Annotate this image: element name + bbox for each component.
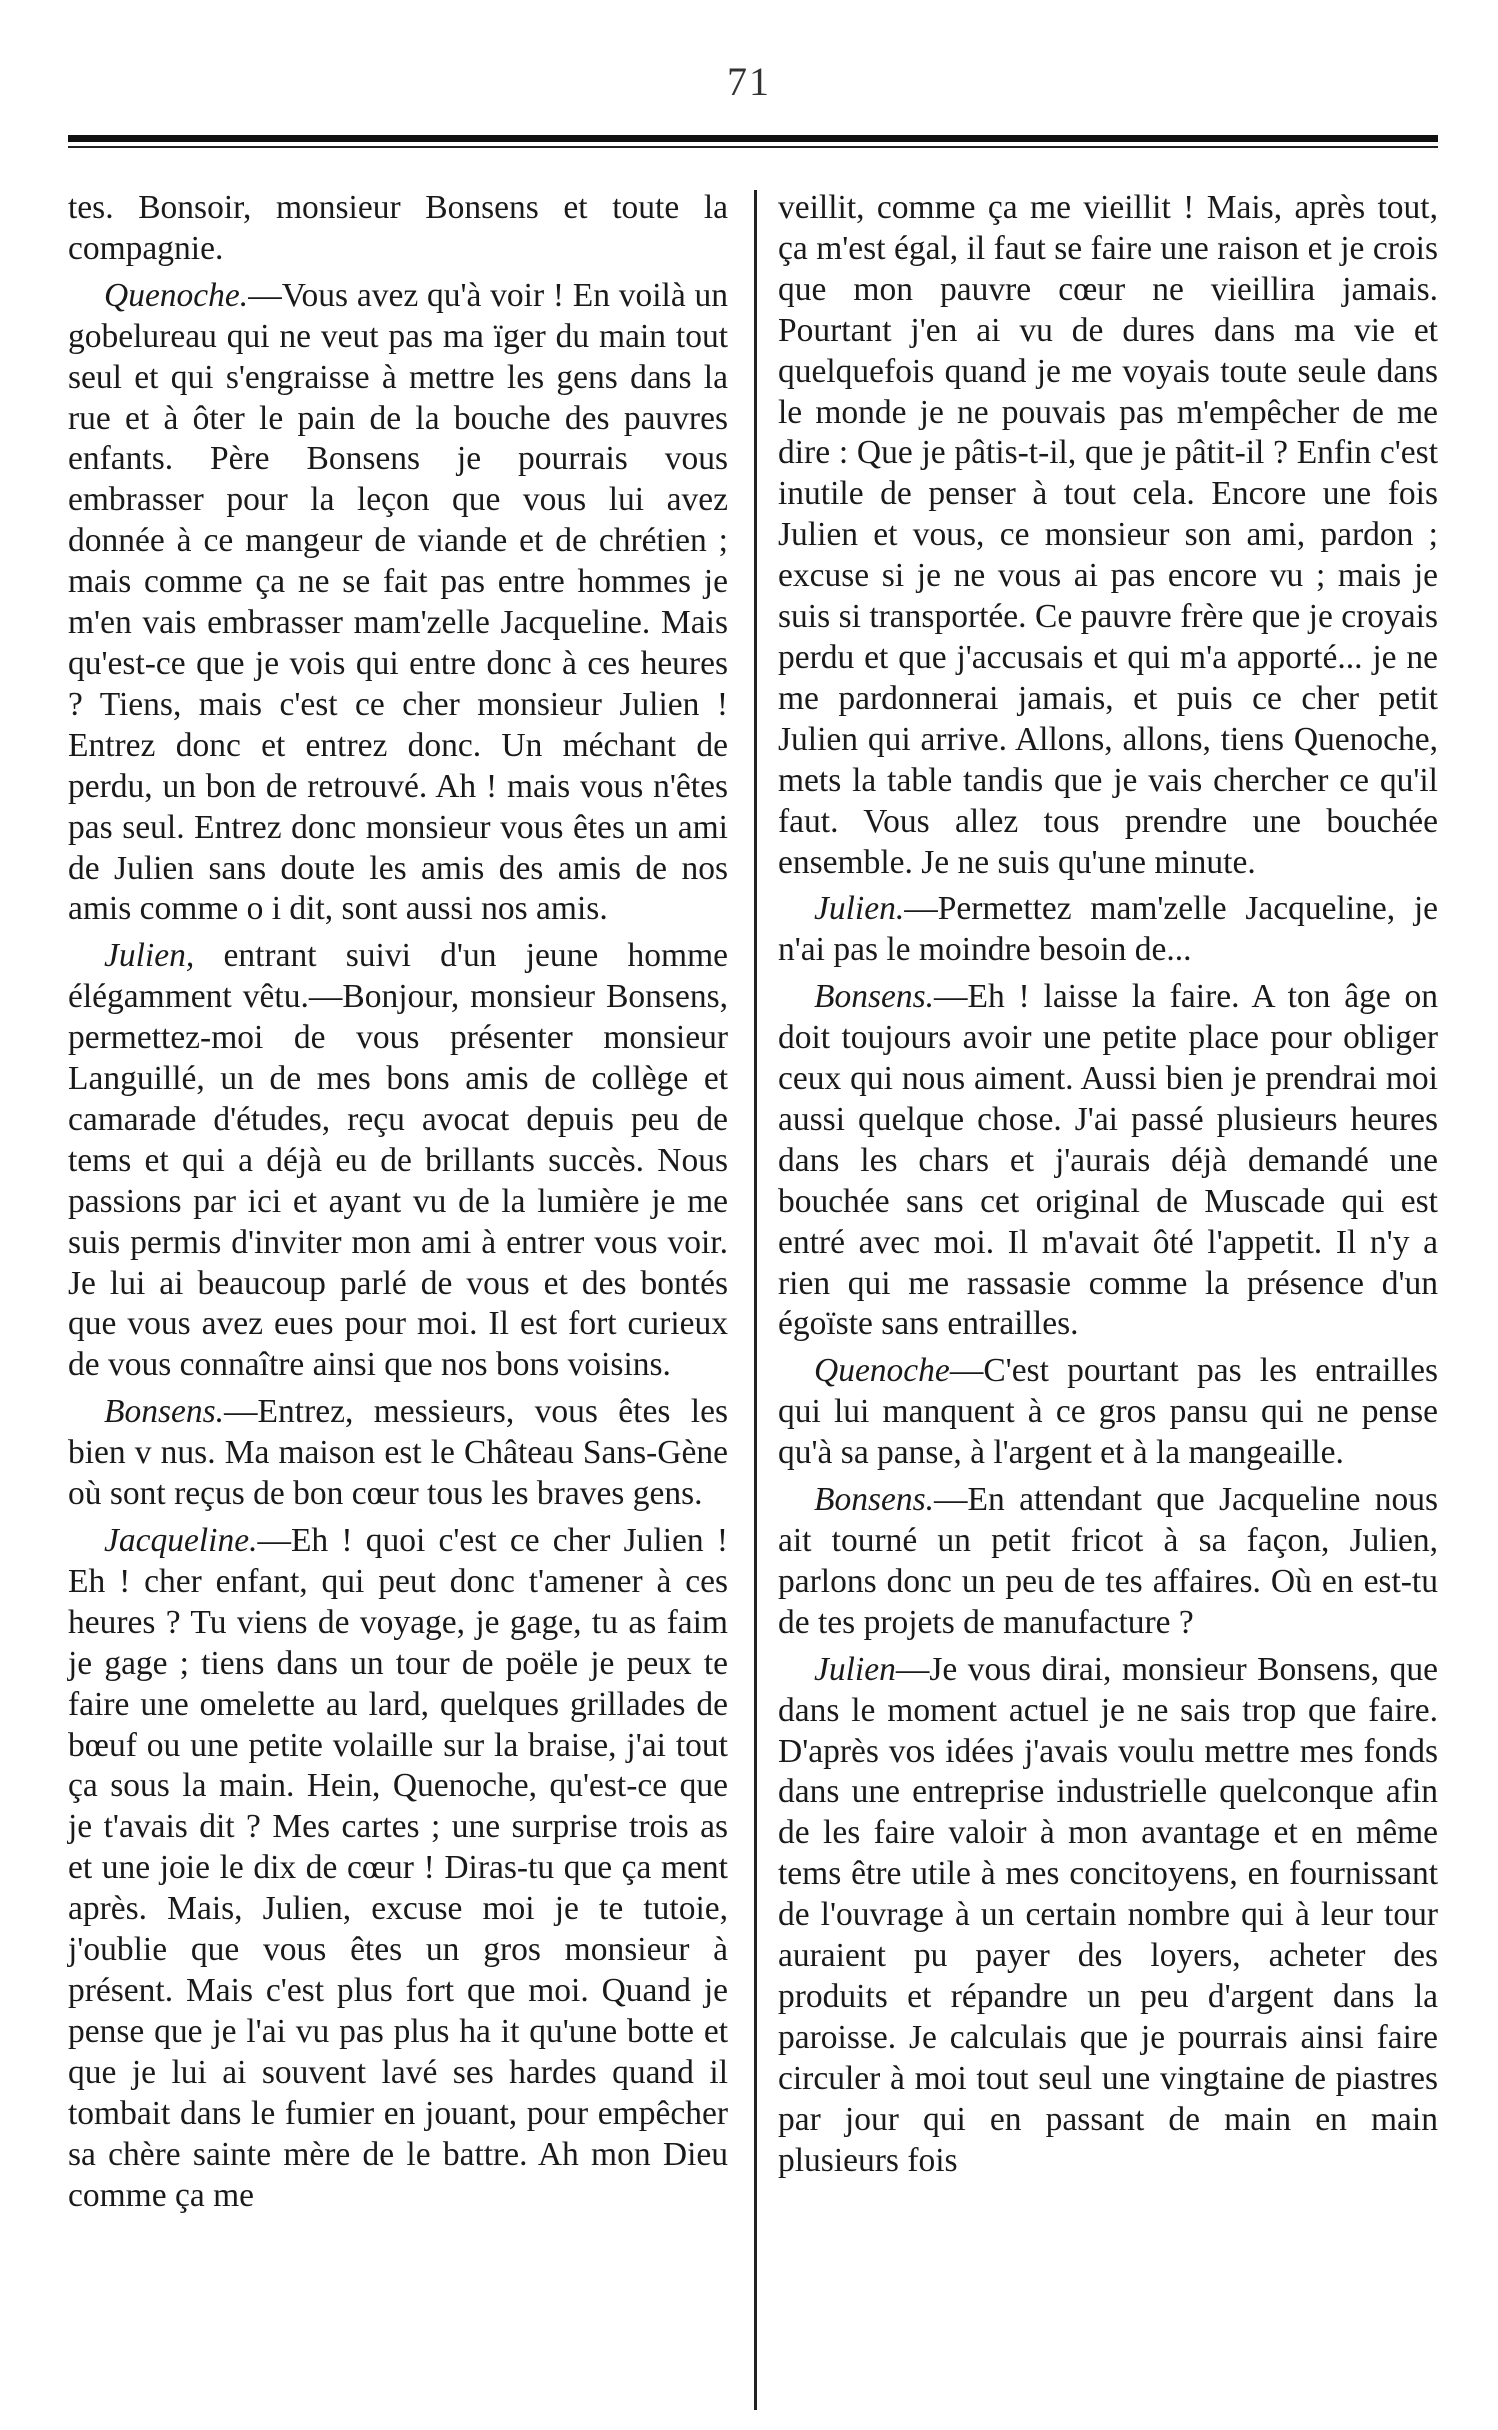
paragraph [778, 1650, 1438, 2182]
paragraph [778, 188, 1438, 883]
paragraph-text: —Je vous dirai, monsieur Bonsens, que dans le moment actuel je ne sais trop que faire. D'après vos idées j'avais voulu mettre mes fonds dans une entreprise industrielle quelconque afin de les faire valoir à mon avantage et en même tems être utile à mes concitoyens, en fournissant de l'ouvrage à un certain nombre qui à leur tour auraient pu payer des loyers, acheter des produits et répandre un peu d'argent dans la paroisse. Je calculais que je pourrais ainsi faire circuler à moi tout seul une vingtaine de piastres par jour qui en passant de main en main plusieurs fois [778, 1650, 1438, 2179]
speaker-name: Quenoche [814, 1352, 950, 1390]
paragraph-text: —Vous avez qu'à voir ! En voilà un gobelureau qui ne veut pas ma ïger du main tout seul et qui s'engraisse à mettre les gens dans la rue et à ôter le pain de la bouche des pauvres enfants. Père Bonsens je pourrais vous embrasser pour la leçon que vous lui avez donnée à ce mangeur de viande et de chrétien ; mais comme ça ne se fait pas entre hommes je m'en vais embrasser mam'zelle Jacqueline. Mais qu'est-ce que je vois qui entre donc à ces heures ? Tiens, mais c'est ce cher monsieur Julien ! Entrez donc et entrez donc. Un méchant de perdu, un bon de retrouvé. Ah ! mais vous n'êtes pas seul. Entrez donc monsieur vous êtes un ami de Julien sans doute les amis des amis de nos amis comme o i dit, sont aussi nos amis. [68, 276, 728, 928]
paragraph-text: veillit, comme ça me vieillit ! Mais, après tout, ça m'est égal, il faut se faire une raison et je crois que mon pauvre cœur ne vieillira jamais. Pourtant j'en ai vu de dures dans ma vie et quelquefois quand je me voyais toute seule dans le monde je ne pouvais pas m'empêcher de me dire : Que je pâtis-t-il, que je pâtit-il ? Enfin c'est inutile de penser à tout cela. Encore une fois Julien et vous, ce monsieur son ami, pardon ; excuse si je ne vous ai pas encore vu ; mais je suis si transportée. Ce pauvre frère que je croyais perdu et que j'accusais et qui m'a apporté... je ne me pardonnerai jamais, et puis ce cher petit Julien qui arrive. Allons, allons, tiens Quenoche, mets la table tandis que je vais chercher ce qu'il faut. Vous allez tous prendre une bouchée ensemble. Je ne suis qu'une minute. [778, 189, 1438, 881]
paragraph-text: entrant suivi d'un jeune homme élégamment vêtu.—Bonjour, monsieur Bonsens, permettez-moi de vous présenter monsieur Languillé, un de mes bons amis de collège et camarade d'études, reçu avocat depuis peu de tems et qui a déjà eu de brillants succès. Nous passions par ici et ayant vu de la lumière je me suis permis d'inviter mon ami à entrer vous voir. Je lui ai beaucoup parlé de vous et des bontés que vous avez eues pour moi. Il est fort curieux de vous connaître ainsi que nos bons voisins. [68, 937, 728, 1384]
speaker-name: Quenoche. [104, 276, 249, 314]
speaker-name: Bonsens. [814, 978, 935, 1016]
header-rule-thin [68, 146, 1438, 148]
paragraph [778, 1351, 1438, 1474]
speaker-name: Julien, [104, 937, 195, 975]
paragraph [68, 1521, 728, 2216]
paragraph [778, 889, 1438, 971]
paragraph-text: —Permettez mam'zelle Jacqueline, je n'ai pas le moindre besoin de... [778, 890, 1438, 969]
page-number: 71 [727, 59, 771, 104]
speaker-name: Bonsens. [814, 1481, 935, 1519]
paragraph-text: —Entrez, messieurs, vous êtes les bien v nus. Ma maison est le Château Sans-Gène où sont reçus de bon cœur tous les braves gens. [68, 1393, 728, 1513]
header-rule-thick [68, 135, 1438, 142]
paragraph [68, 936, 728, 1386]
speaker-name: Jacqueline. [104, 1522, 258, 1559]
paragraph-text: —En attendant que Jacqueline nous ait tourné un petit fricot à sa façon, Julien, parlons donc un peu de tes affaires. Où en est-tu de tes projets de manufacture ? [778, 1481, 1438, 1641]
paragraph [68, 188, 728, 270]
speaker-name: Julien [814, 1650, 896, 1688]
paragraph-text: —C'est pourtant pas les entrailles qui lui manquent à ce gros pansu qui ne pense qu'à sa panse, à l'argent et à la mangeaille. [778, 1352, 1438, 1472]
speaker-name: Julien. [814, 890, 905, 928]
speaker-name: Bonsens. [104, 1393, 225, 1431]
paragraph [68, 276, 728, 931]
column-divider [754, 190, 757, 2410]
right-column [778, 188, 1438, 2182]
paragraph-text: —Eh ! quoi c'est ce cher Julien ! Eh ! cher enfant, qui peut donc t'amener à ces heures ? Tu viens de voyage, je gage, tu as faim je gage ; tiens dans un tour de poële je peux te faire une omelette au lard, quelques grillades de bœuf ou une petite volaille sur la braise, j'ai tout ça sous la main. Hein, Quenoche, qu'est-ce que je t'avais dit ? Mes cartes ; une surprise trois as et une joie le dix de cœur ! Diras-tu que ça ment après. Mais, Julien, excuse moi je te tutoie, j'oublie que vous êtes un gros monsieur à présent. Mais c'est plus fort que moi. Quand je pense que je l'ai vu pas plus ha it qu'une botte et que je lui ai souvent lavé ses hardes quand il tombait dans le fumier en jouant, pour empêcher sa chère sainte mère de le battre. Ah mon Dieu comme ça me [68, 1522, 728, 2214]
left-column [68, 188, 728, 2216]
paragraph [778, 977, 1438, 1345]
paragraph-text: —Eh ! laisse la faire. A ton âge on doit toujours avoir une petite place pour obliger ceux qui nous aiment. Aussi bien je prendrai moi aussi quelque chose. J'ai passé plusieurs heures dans les chars et j'aurais déjà demandé une bouchée sans cet original de Muscade qui est entré avec moi. Il m'avait ôté l'appetit. Il n'y a rien qui me rassasie comme la présence d'un égoïste sans entrailles. [778, 978, 1438, 1343]
paragraph-text: tes. Bonsoir, monsieur Bonsens et toute la compagnie. [68, 189, 728, 267]
paragraph [778, 1480, 1438, 1644]
paragraph [68, 1392, 728, 1515]
